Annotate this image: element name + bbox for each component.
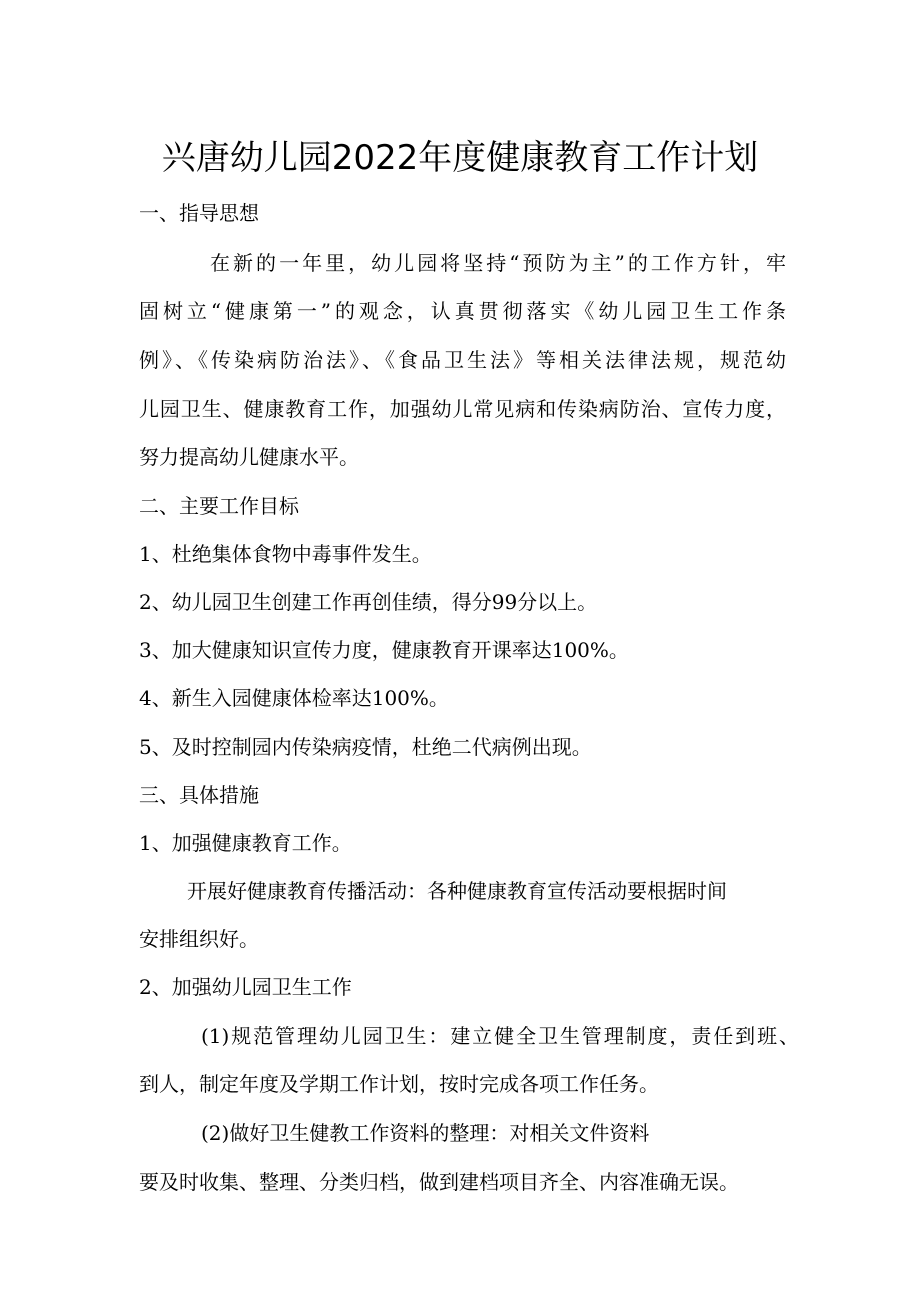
subsection-heading: 1、加强健康教育工作。 (139, 831, 352, 855)
paragraph-line: 儿园卫生、健康教育工作，加强幼儿常见病和传染病防治、宣传力度， (139, 397, 786, 421)
paragraph-line: 安排组织好。 (139, 927, 259, 951)
list-item: 2、幼儿园卫生创建工作再创佳绩，得分99分以上。 (139, 590, 598, 614)
paragraph-line: 开展好健康教育传播活动：各种健康教育宣传活动要根据时间 (187, 879, 727, 903)
paragraph-line: 努力提高幼儿健康水平。 (139, 445, 359, 469)
paragraph-line: 要及时收集、整理、分类归档，做到建档项目齐全、内容准确无误。 (139, 1170, 739, 1194)
list-item: 3、加大健康知识宣传力度，健康教育开课率达100%。 (139, 638, 629, 662)
section-heading-main-goals: 二、主要工作目标 (139, 494, 299, 518)
paragraph-line: 在新的一年里，幼儿园将坚持“预防为主”的工作方针，牢 (210, 251, 786, 275)
paragraph-line: (2)做好卫生健教工作资料的整理：对相关文件资料 (201, 1121, 650, 1145)
list-item: 1、杜绝集体食物中毒事件发生。 (139, 542, 432, 566)
paragraph-line: 固树立“健康第一”的观念，认真贯彻落实《幼儿园卫生工作条 (139, 299, 786, 323)
paragraph-line: (1)规范管理幼儿园卫生：建立健全卫生管理制度，责任到班、 (201, 1024, 799, 1048)
section-heading-measures: 三、具体措施 (139, 783, 259, 807)
paragraph-line: 到人，制定年度及学期工作计划，按时完成各项工作任务。 (139, 1072, 659, 1096)
list-item: 4、新生入园健康体检率达100%。 (139, 686, 449, 710)
section-heading-guiding-thought: 一、指导思想 (139, 201, 259, 225)
subsection-heading: 2、加强幼儿园卫生工作 (139, 975, 352, 999)
list-item: 5、及时控制园内传染病疫情，杜绝二代病例出现。 (139, 735, 592, 759)
paragraph-line: 例》、《传染病防治法》、《食品卫生法》等相关法律法规，规范幼 (139, 348, 786, 372)
document-title: 兴唐幼儿园2022年度健康教育工作计划 (161, 138, 759, 178)
